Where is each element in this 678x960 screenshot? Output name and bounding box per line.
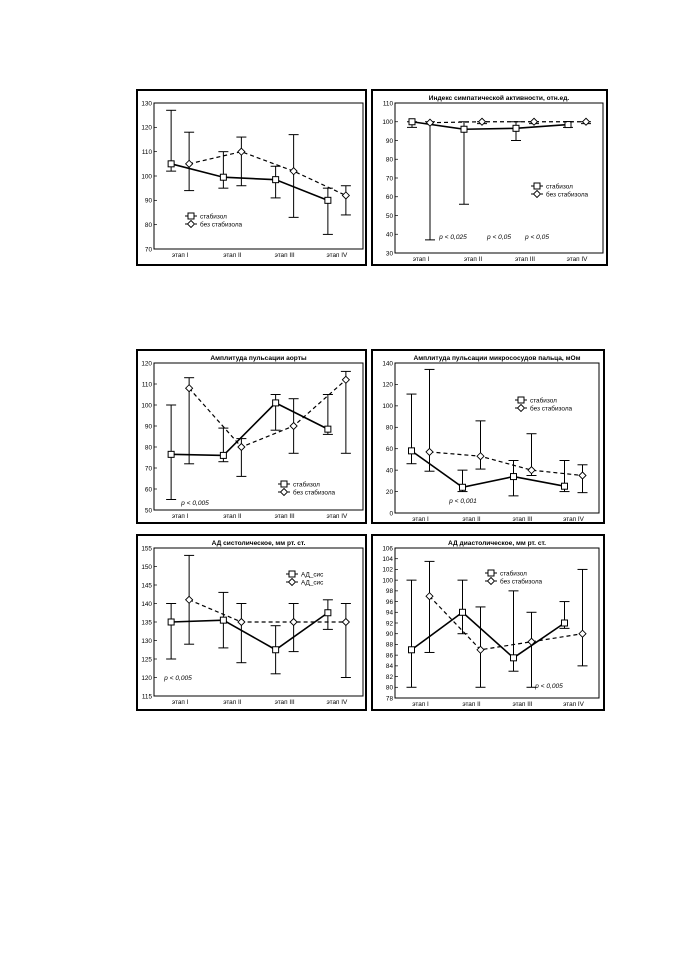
data-point	[562, 620, 568, 626]
chart-title: Амплитуда пульсации аорты	[210, 355, 307, 362]
x-tick-label: этап IV	[563, 701, 584, 708]
chart-svg-6	[373, 536, 603, 709]
legend-marker	[534, 183, 540, 189]
y-tick-label: 82	[385, 673, 393, 681]
y-tick-label: 86	[385, 652, 393, 660]
data-point	[290, 423, 297, 430]
series-line	[189, 600, 346, 622]
y-tick-label: 80	[144, 444, 152, 452]
series-line	[171, 403, 328, 456]
y-tick-label: 155	[141, 545, 152, 553]
x-tick-label: этап I	[412, 256, 430, 263]
y-tick-label: 100	[382, 577, 393, 585]
chart-panel-2	[371, 89, 608, 266]
x-tick-label: этап I	[412, 701, 429, 708]
p-value-note: p < 0,05	[524, 234, 550, 241]
x-tick-label: этап III	[274, 513, 295, 520]
x-tick-label: этап II	[463, 256, 483, 263]
data-point	[325, 197, 331, 203]
y-tick-label: 98	[385, 588, 393, 596]
y-tick-label: 92	[385, 620, 393, 628]
legend-label: АД_сис	[301, 571, 324, 579]
x-tick-label: этап I	[171, 699, 189, 706]
series-line	[430, 122, 586, 123]
chart-svg-1	[138, 91, 365, 264]
series-2	[425, 369, 588, 492]
series-line	[412, 451, 565, 487]
legend-marker	[518, 397, 524, 403]
p-value-note: p < 0,001	[449, 498, 477, 505]
data-point	[273, 400, 279, 406]
y-tick-label: 90	[144, 423, 152, 431]
series-line	[171, 613, 328, 650]
series-line	[189, 152, 346, 196]
plot-frame	[154, 103, 363, 249]
y-tick-label: 80	[144, 221, 152, 229]
legend-label: стабизол	[546, 183, 573, 191]
y-tick-label: 88	[385, 641, 393, 649]
data-point	[273, 177, 279, 183]
legend-label: стабизол	[293, 481, 320, 489]
data-point	[238, 148, 245, 155]
data-point	[531, 118, 538, 125]
y-tick-label: 140	[141, 600, 152, 608]
data-point	[290, 619, 297, 626]
series-2	[184, 132, 351, 217]
data-point	[477, 453, 484, 460]
series-line	[412, 612, 565, 658]
x-tick-label: этап IV	[563, 516, 584, 523]
chart-title: АД диастолическое, мм рт. ст.	[448, 540, 546, 547]
x-tick-label: этап II	[223, 699, 242, 706]
data-point	[290, 168, 297, 175]
y-tick-label: 0	[389, 510, 393, 518]
legend-marker	[281, 489, 288, 496]
chart-panel-3	[136, 349, 367, 524]
p-value-note: p < 0,005	[181, 500, 209, 507]
x-tick-label: этап IV	[326, 252, 348, 259]
chart-panel-5	[136, 534, 367, 711]
data-point	[460, 609, 466, 615]
data-point	[325, 426, 331, 432]
p-value-note: p < 0,05	[486, 234, 512, 241]
y-tick-label: 100	[141, 402, 152, 410]
data-point	[579, 472, 586, 479]
legend-label: без стабизола	[200, 221, 243, 229]
data-point	[168, 161, 174, 167]
chart-panel-4	[371, 349, 605, 524]
y-tick-label: 80	[385, 684, 393, 692]
data-point	[168, 619, 174, 625]
y-tick-label: 80	[385, 424, 393, 432]
data-point	[342, 192, 349, 199]
y-tick-label: 110	[382, 100, 393, 108]
series-2	[425, 118, 591, 240]
chart-svg-2	[373, 91, 606, 264]
y-tick-label: 120	[141, 124, 152, 132]
p-value-note: p < 0,005	[535, 683, 563, 690]
data-point	[565, 122, 571, 128]
y-tick-label: 130	[141, 100, 152, 108]
data-point	[511, 474, 517, 480]
x-tick-label: этап I	[171, 252, 189, 259]
legend-marker	[488, 570, 494, 576]
y-tick-label: 90	[385, 631, 393, 639]
y-tick-label: 30	[385, 250, 393, 258]
chart-svg-5	[138, 536, 365, 709]
data-point	[220, 617, 226, 623]
legend-marker	[188, 221, 195, 228]
y-tick-label: 70	[144, 465, 152, 473]
p-value-note: p < 0,025	[439, 234, 467, 241]
legend-label: без стабизола	[500, 578, 543, 586]
y-tick-label: 110	[141, 381, 152, 389]
data-point	[511, 655, 517, 661]
data-point	[562, 483, 568, 489]
x-tick-label: этап IV	[326, 513, 348, 520]
data-point	[186, 596, 193, 603]
y-tick-label: 150	[141, 563, 152, 571]
x-tick-label: этап III	[512, 701, 533, 708]
x-tick-label: этап II	[223, 252, 242, 259]
y-tick-label: 94	[385, 609, 393, 617]
y-tick-label: 115	[141, 693, 152, 701]
data-point	[186, 160, 193, 167]
data-point	[513, 125, 519, 131]
plot-frame	[395, 363, 599, 513]
y-tick-label: 90	[144, 197, 152, 205]
y-tick-label: 102	[382, 566, 393, 574]
y-tick-label: 50	[144, 507, 152, 515]
data-point	[479, 118, 486, 125]
chart-panel-6	[371, 534, 605, 711]
x-tick-label: этап I	[171, 513, 189, 520]
series-line	[412, 122, 568, 130]
data-point	[528, 467, 535, 474]
y-tick-label: 125	[141, 656, 152, 664]
legend-marker	[289, 579, 296, 586]
legend-marker	[488, 578, 495, 585]
data-point	[273, 647, 279, 653]
data-point	[220, 452, 226, 458]
data-point	[426, 448, 433, 455]
data-point	[579, 630, 586, 637]
y-tick-label: 100	[141, 173, 152, 181]
legend-marker	[289, 571, 295, 577]
y-tick-label: 20	[385, 488, 393, 496]
x-tick-label: этап III	[274, 699, 295, 706]
y-tick-label: 70	[385, 175, 393, 183]
y-tick-label: 104	[382, 556, 393, 564]
chart-title: Амплитуда пульсации микрососудов пальца, мОм	[413, 355, 581, 362]
x-tick-label: этап II	[462, 701, 481, 708]
x-tick-label: этап IV	[566, 256, 588, 263]
y-tick-label: 135	[141, 619, 152, 627]
x-tick-label: этап II	[223, 513, 242, 520]
data-point	[325, 610, 331, 616]
data-point	[409, 119, 415, 125]
data-point	[583, 118, 590, 125]
series-2	[184, 555, 351, 677]
legend-marker	[281, 481, 287, 487]
legend-label: АД_сис	[301, 579, 324, 587]
x-tick-label: этап III	[512, 516, 533, 523]
series-line	[430, 596, 583, 650]
y-tick-label: 78	[385, 695, 393, 703]
y-tick-label: 120	[141, 674, 152, 682]
legend-label: стабизол	[500, 570, 527, 578]
data-point	[460, 484, 466, 490]
data-point	[461, 126, 467, 132]
p-value-note: p < 0,005	[164, 675, 192, 682]
data-point	[238, 619, 245, 626]
legend-label: без стабизола	[530, 405, 573, 413]
x-tick-label: этап I	[412, 516, 429, 523]
y-tick-label: 145	[141, 582, 152, 590]
x-tick-label: этап II	[462, 516, 481, 523]
y-tick-label: 110	[141, 148, 152, 156]
data-point	[409, 448, 415, 454]
series-1	[166, 592, 333, 673]
legend-label: без стабизола	[546, 191, 589, 199]
x-tick-label: этап IV	[326, 699, 348, 706]
chart-panel-1	[136, 89, 367, 266]
data-point	[220, 174, 226, 180]
y-tick-label: 90	[385, 137, 393, 145]
series-line	[430, 452, 583, 476]
series-2	[184, 371, 351, 476]
y-tick-label: 50	[385, 212, 393, 220]
chart-svg-4	[373, 351, 603, 522]
chart-title: Индекс симпатической активности, отн.ед.	[428, 95, 570, 102]
y-tick-label: 40	[385, 231, 393, 239]
data-point	[409, 647, 415, 653]
y-tick-label: 96	[385, 598, 393, 606]
data-point	[168, 451, 174, 457]
series-line	[171, 164, 328, 201]
y-tick-label: 80	[385, 156, 393, 164]
y-tick-label: 100	[382, 119, 393, 127]
legend-label: стабизол	[530, 397, 557, 405]
plot-frame	[154, 363, 363, 510]
legend-marker	[188, 213, 194, 219]
y-tick-label: 70	[144, 246, 152, 254]
series-line	[189, 380, 346, 447]
y-tick-label: 140	[382, 360, 393, 368]
y-tick-label: 60	[385, 194, 393, 202]
y-tick-label: 120	[141, 360, 152, 368]
legend-marker	[534, 191, 541, 198]
y-tick-label: 84	[385, 663, 393, 671]
y-tick-label: 100	[382, 403, 393, 411]
y-tick-label: 106	[382, 545, 393, 553]
chart-svg-3	[138, 351, 365, 522]
chart-title: АД систолическое, мм рт. ст.	[211, 540, 306, 547]
data-point	[342, 619, 349, 626]
x-tick-label: этап III	[514, 256, 536, 263]
y-tick-label: 40	[385, 467, 393, 475]
plot-frame	[395, 548, 599, 698]
x-tick-label: этап III	[274, 252, 295, 259]
y-tick-label: 60	[385, 446, 393, 454]
y-tick-label: 60	[144, 486, 152, 494]
y-tick-label: 120	[382, 381, 393, 389]
data-point	[238, 444, 245, 451]
legend-label: без стабизола	[293, 489, 336, 497]
y-tick-label: 130	[141, 637, 152, 645]
legend-label: стабизол	[200, 213, 227, 221]
data-point	[342, 376, 349, 383]
legend-marker	[518, 405, 525, 412]
plot-frame	[395, 103, 603, 253]
